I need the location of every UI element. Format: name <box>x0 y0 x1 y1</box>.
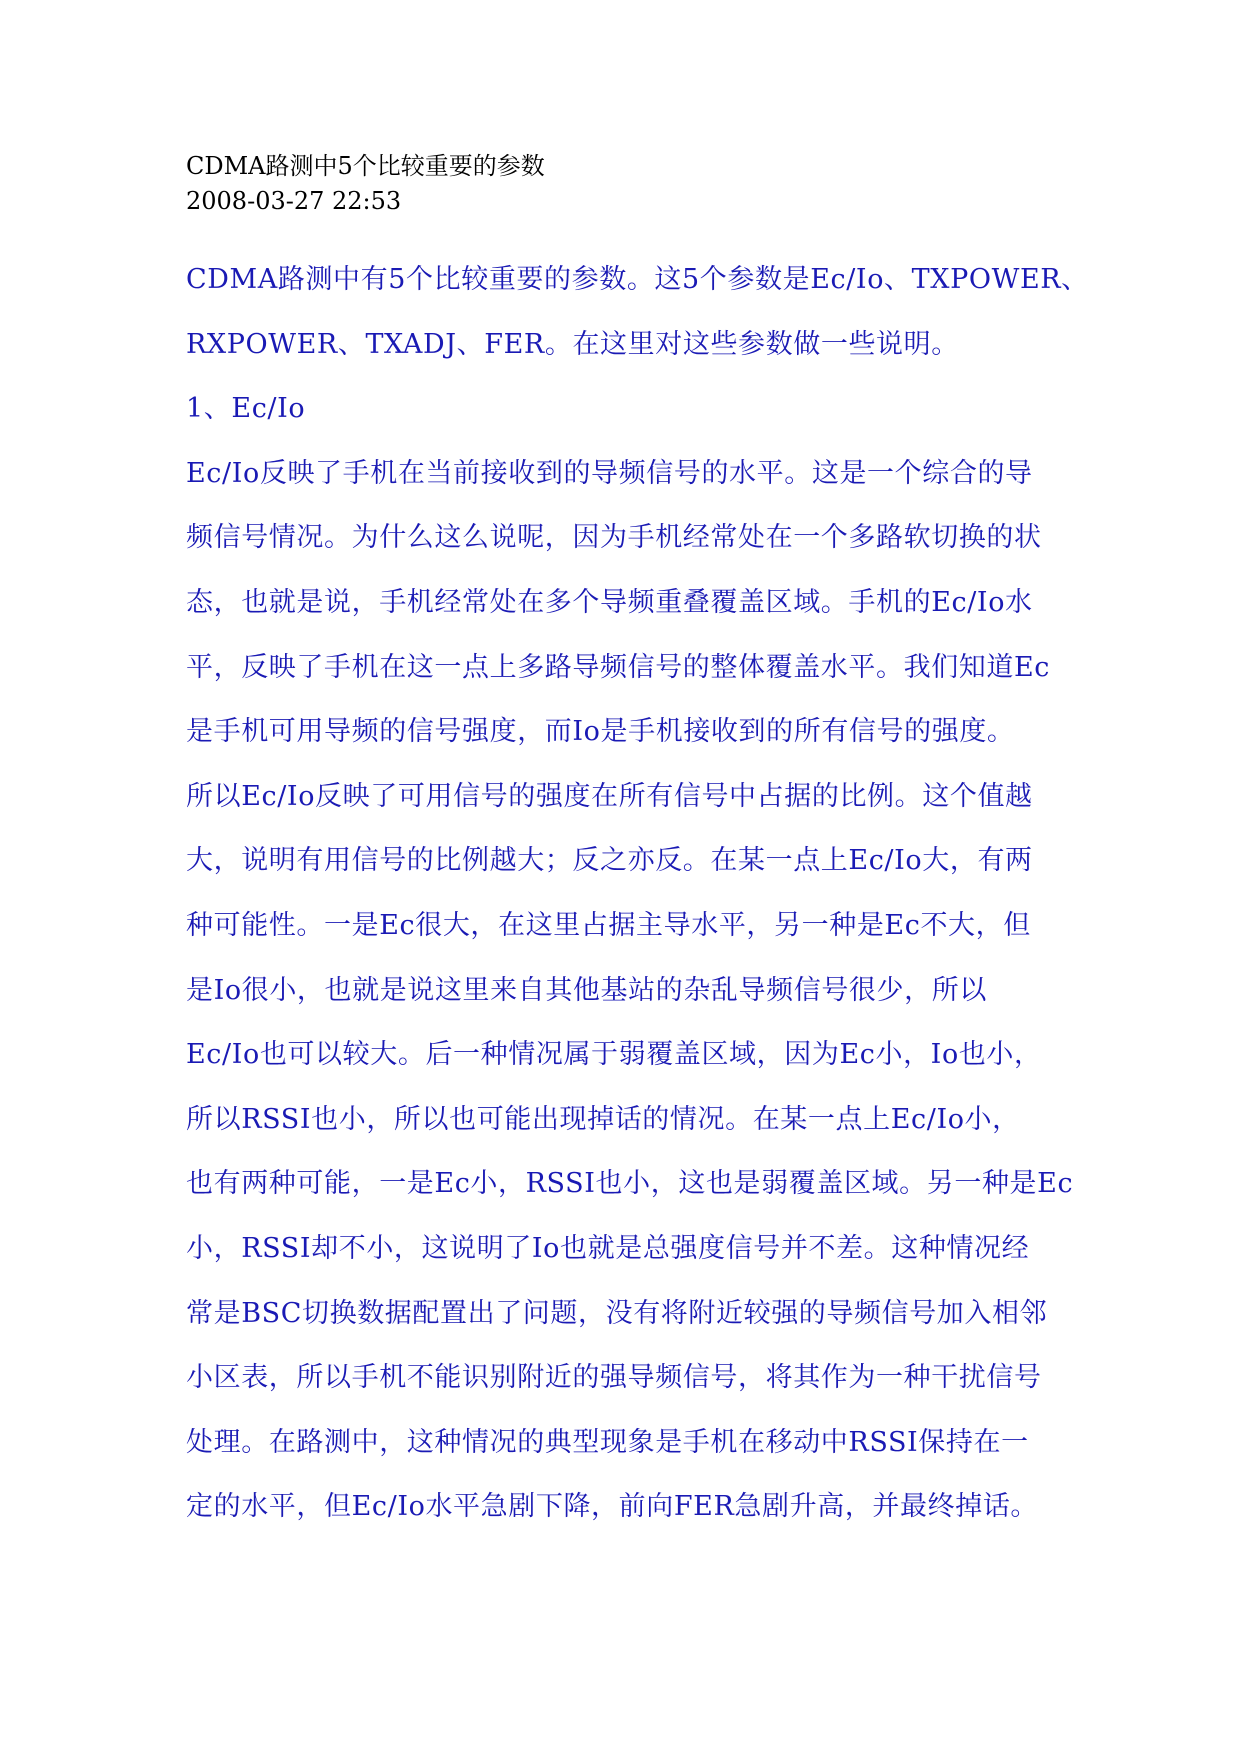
section-heading: 1、Ec/Io <box>186 393 306 425</box>
text-line: 大，说明有用信号的比例越大；反之亦反。在某一点上Ec/Io大，有两 <box>186 845 1033 877</box>
text-line: 态，也就是说，手机经常处在多个导频重叠覆盖区域。手机的Ec/Io水 <box>186 586 1033 618</box>
body-text <box>186 258 1089 1550</box>
text-line: Ec/Io也可以较大。后一种情况属于弱覆盖区域，因为Ec小，Io也小， <box>186 1039 1042 1071</box>
text-line: RXPOWER、TXADJ、FER。在这里对这些参数做一些说明。 <box>186 328 959 360</box>
text-line: 频信号情况。为什么这么说呢，因为手机经常处在一个多路软切换的状 <box>186 522 1042 554</box>
text-line: 所以Ec/Io反映了可用信号的强度在所有信号中占据的比例。这个值越 <box>186 780 1033 812</box>
post-date: 2008-03-27 22:53 <box>186 187 402 215</box>
text-line: 是Io很小，也就是说这里来自其他基站的杂乱导频信号很少，所以 <box>186 974 987 1006</box>
text-line: 处理。在路测中，这种情况的典型现象是手机在移动中RSSI保持在一 <box>186 1426 1029 1458</box>
text-line: 平，反映了手机在这一点上多路导频信号的整体覆盖水平。我们知道Ec <box>186 651 1051 683</box>
page-title: CDMA路测中5个比较重要的参数 <box>186 152 545 180</box>
text-line: 是手机可用导频的信号强度，而Io是手机接收到的所有信号的强度。 <box>186 716 1015 748</box>
text-line: CDMA路测中有5个比较重要的参数。这5个参数是Ec/Io、TXPOWER、 <box>186 264 1089 295</box>
text-line: 定的水平，但Ec/Io水平急剧下降，前向FER急剧升高，并最终掉话。 <box>186 1491 1039 1523</box>
text-line: 常是BSC切换数据配置出了问题，没有将附近较强的导频信号加入相邻 <box>186 1297 1048 1329</box>
text-line: 小区表，所以手机不能识别附近的强导频信号，将其作为一种干扰信号 <box>186 1362 1042 1394</box>
text-line: 种可能性。一是Ec很大，在这里占据主导水平，另一种是Ec不大，但 <box>186 909 1031 941</box>
text-line: Ec/Io反映了手机在当前接收到的导频信号的水平。这是一个综合的导 <box>186 457 1033 489</box>
text-line: 所以RSSI也小，所以也可能出现掉话的情况。在某一点上Ec/Io小， <box>186 1103 1020 1135</box>
text-line: 小，RSSI却不小，这说明了Io也就是总强度信号并不差。这种情况经 <box>186 1232 1030 1264</box>
text-line: 也有两种可能，一是Ec小，RSSI也小，这也是弱覆盖区域。另一种是Ec <box>186 1168 1074 1200</box>
